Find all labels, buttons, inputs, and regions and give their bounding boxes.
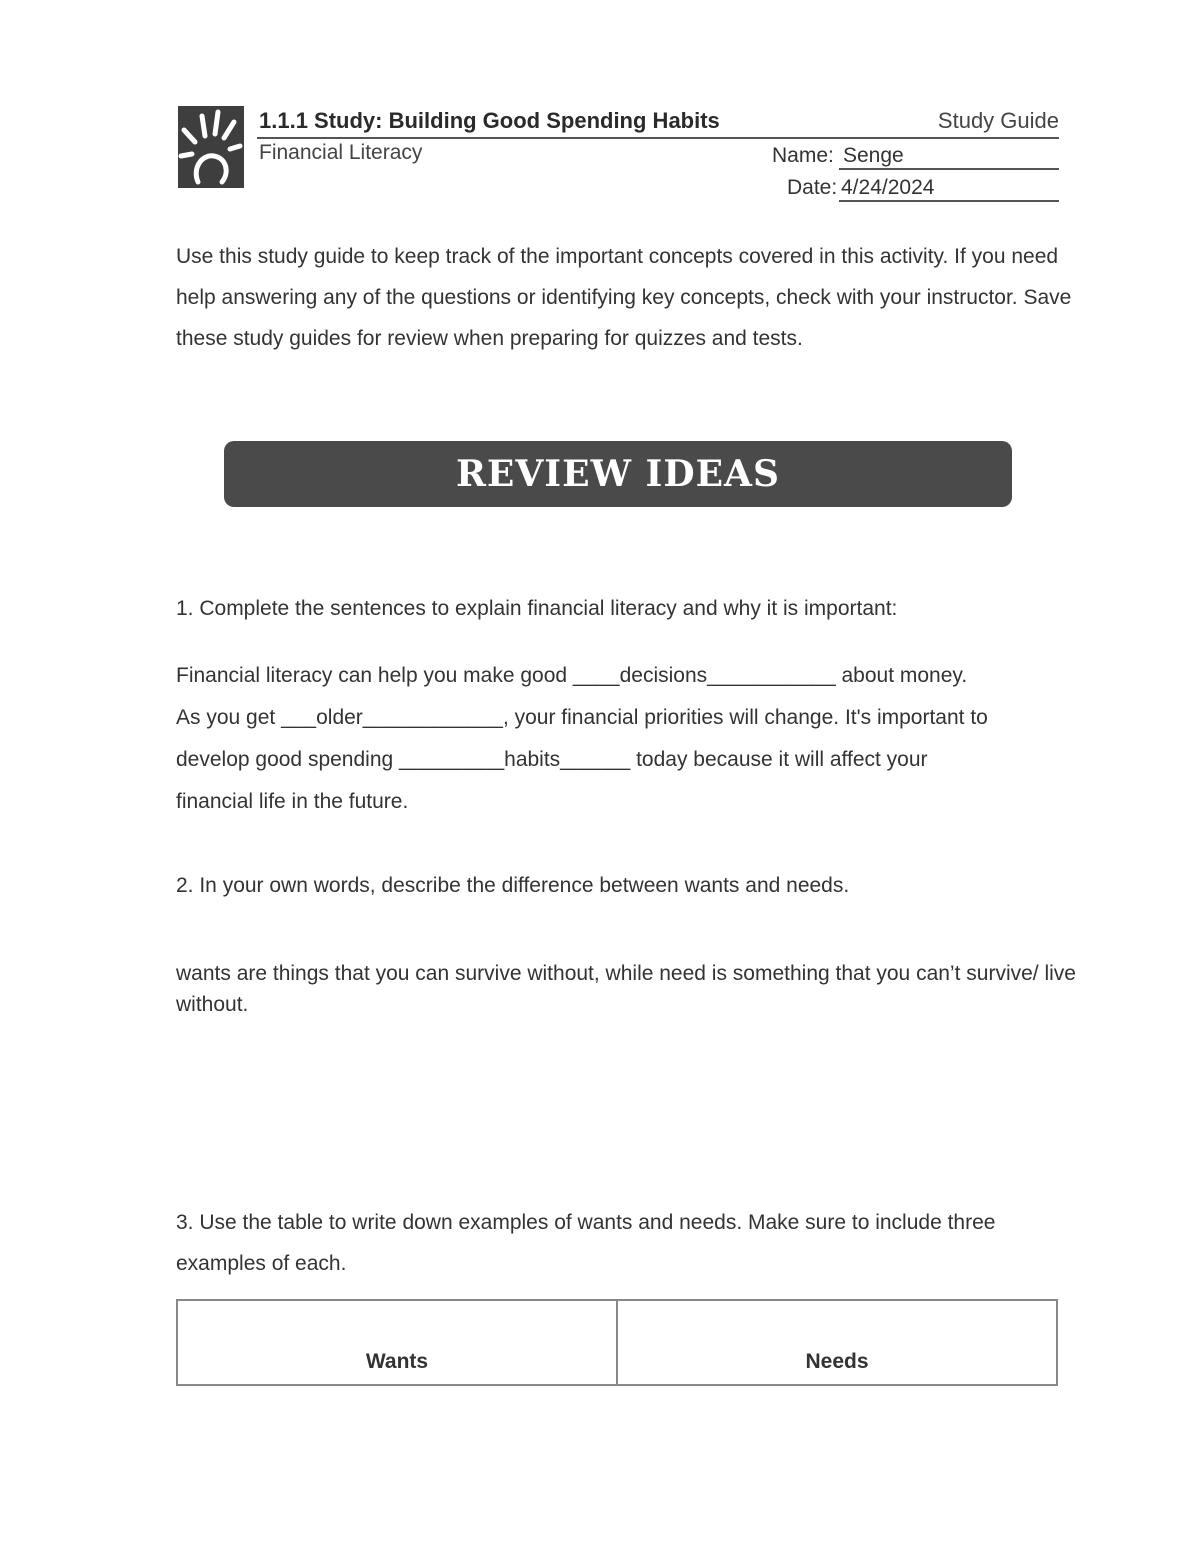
banner-title: REVIEW IDEAS [456, 453, 780, 495]
intro-paragraph: Use this study guide to keep track of the important concepts covered in this activity. If you need help answering any of the questions or identifying key concepts, check with your instructor. Save these study guides for review when preparing for quizzes and tests. [176, 245, 1072, 350]
sentence-3 [176, 739, 1076, 781]
name-label: Name: [772, 144, 834, 167]
name-field[interactable]: Senge [839, 144, 1059, 170]
question-1-prompt: 1. Complete the sentences to explain financial literacy and why it is important: [176, 597, 898, 620]
sentence-text: Financial literacy can help you make good [176, 664, 573, 687]
review-ideas-banner [224, 441, 1012, 507]
blank-answer-decisions[interactable]: ____decisions___________ [572, 664, 836, 687]
document-type: Study Guide [937, 108, 1059, 133]
wants-needs-table [176, 1299, 1058, 1386]
question-3-prompt: 3. Use the table to write down examples of wants and needs. Make sure to include three examples of each. [176, 1211, 996, 1275]
sentence-text: about money. [835, 664, 968, 687]
sentence-text: today because it will affect your [630, 748, 928, 771]
sentence-2 [176, 697, 1076, 739]
sunburst-logo-icon [178, 106, 244, 188]
question-2-prompt: 2. In your own words, describe the difference between wants and needs. [176, 874, 850, 897]
date-label: Date: [787, 176, 838, 199]
sentence-4: financial life in the future. [176, 790, 409, 813]
sentence-text: As you get [176, 706, 282, 729]
needs-header-label: Needs [805, 1350, 869, 1373]
date-field[interactable]: 4/24/2024 [839, 176, 1059, 202]
wants-column-header[interactable] [178, 1301, 616, 1384]
wants-header-label: Wants [365, 1350, 429, 1373]
blank-answer-older[interactable]: ___older____________ [281, 706, 503, 729]
question-2-answer[interactable]: wants are things that you can survive without, while need is something that you can’t survive/ live without. [176, 962, 1076, 1016]
needs-column-header[interactable] [616, 1301, 1056, 1384]
sentence-text: develop good spending [176, 748, 400, 771]
document-title: 1.1.1 Study: Building Good Spending Habits [259, 108, 720, 133]
question-1-sentences [176, 655, 1076, 823]
sentence-text: , your financial priorities will change. It's important to [502, 706, 988, 729]
blank-answer-habits[interactable]: _________habits______ [399, 748, 631, 771]
title-rule [257, 137, 1059, 139]
sentence-1 [176, 655, 1076, 697]
course-name: Financial Literacy [259, 141, 423, 164]
